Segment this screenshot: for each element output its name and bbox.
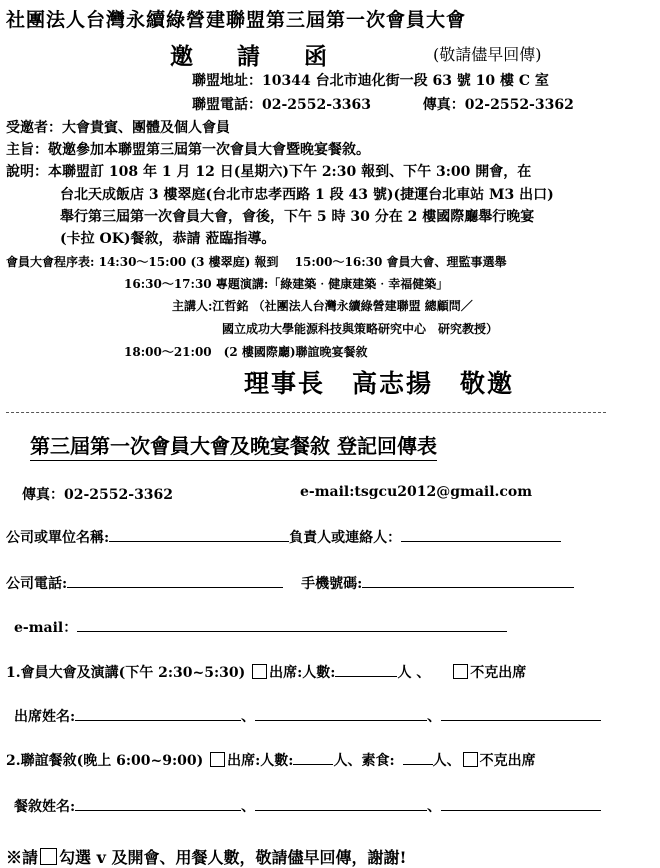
banquet-not-attend-checkbox[interactable]: [463, 752, 478, 767]
invitation-note: (敬請儘早回傳): [433, 45, 542, 64]
invitation-title: 邀請函: [170, 43, 371, 70]
registration-title: 第三屆第一次會員大會及晚宴餐敘 登記回傳表: [30, 430, 437, 461]
alliance-fax: 傳真：02-2552-3362: [422, 97, 574, 113]
signature: 理事長 高志揚 敬邀: [244, 369, 515, 398]
diner-names-row: [14, 796, 601, 816]
mobile-label: 手機號碼:: [301, 576, 363, 592]
company-label: 公司或單位名稱:: [6, 530, 110, 546]
attendee-name-field[interactable]: [255, 706, 427, 721]
veg-label: 人、素食:: [333, 753, 395, 769]
banquet-not-attend-label: 不克出席: [479, 753, 536, 769]
program-line: 16:30～17:30 專題演講:「綠建築‧健康建築‧幸福健築」: [124, 277, 449, 291]
email-row: [14, 617, 507, 637]
veg-count-field[interactable]: [403, 750, 433, 765]
company-phone-label: 公司電話:: [6, 576, 68, 592]
subject: 主旨：敬邀參加本聯盟第三屆第一次會員大會暨晚宴餐敘。: [6, 142, 370, 158]
contact-label: 負責人或連絡人：: [289, 530, 402, 546]
banquet-row: [6, 750, 536, 770]
banquet-attend-label: 出席:人數:: [227, 753, 294, 769]
diner-name-field[interactable]: [255, 796, 427, 811]
program-line: 會員大會程序表: 14:30～15:00 (3 樓翠庭) 報到 15:00～16:30 會員大會、理監事選舉: [6, 255, 507, 269]
invitees: 受邀者：大會貴賓、團體及個人會員: [6, 120, 230, 136]
phone-row: [6, 573, 574, 593]
email-label: e-mail：: [14, 620, 78, 636]
banquet-count-field[interactable]: [293, 750, 333, 765]
footer-note-prefix: ※請: [6, 848, 39, 867]
banquet-attend-checkbox[interactable]: [210, 752, 225, 767]
program-line: 國立成功大學能源科技與策略研究中心 研究教授）: [222, 322, 499, 336]
company-row: [6, 527, 561, 547]
company-phone-field[interactable]: [67, 573, 283, 588]
not-attend-checkbox[interactable]: [453, 664, 468, 679]
person-label: 人、: [432, 753, 461, 769]
separator: 、: [241, 799, 256, 815]
meeting-label: 1.會員大會及演講(下午 2:30~5:30): [6, 665, 246, 681]
separator: 、: [427, 709, 442, 725]
divider: [6, 412, 606, 413]
attendee-names-row: [14, 706, 601, 726]
attend-label: 出席:人數:: [269, 665, 336, 681]
diner-name-field[interactable]: [75, 796, 241, 811]
banquet-label: 2.聯誼餐敘(晚上 6:00~9:00): [6, 753, 204, 769]
sample-checkbox-icon: [40, 848, 57, 865]
attend-count-field[interactable]: [335, 662, 397, 677]
attendee-name-field[interactable]: [75, 706, 241, 721]
alliance-address: 聯盟地址：10344 台北市迪化街一段 63 號 10 樓 C 室: [192, 73, 549, 89]
footer-note-suffix: 勾選 v 及開會、用餐人數，敬請儘早回傳，謝謝!: [59, 848, 407, 867]
meeting-row: [6, 662, 526, 682]
not-attend-label: 不克出席: [470, 665, 527, 681]
explanation-line: 說明：本聯盟訂 108 年 1 月 12 日(星期六)下午 2:30 報到、下午 3:00 開會，在: [6, 164, 532, 180]
alliance-phone: 聯盟電話：02-2552-3363: [192, 97, 372, 113]
attend-checkbox[interactable]: [252, 664, 267, 679]
separator: 、: [427, 799, 442, 815]
program-line: 18:00～21:00 (2 樓國際廳)聯誼晚宴餐敘: [124, 345, 368, 359]
person-label: 人 、: [397, 665, 431, 681]
explanation-line: 台北天成飯店 3 樓翠庭(台北市忠孝西路 1 段 43 號)(捷運台北車站 M3 出口): [60, 187, 554, 203]
program-line: 主講人:江哲銘 （社團法人台灣永續綠營建聯盟 總顧問／: [172, 299, 473, 313]
company-field[interactable]: [109, 527, 289, 542]
explanation-line: (卡拉 OK)餐敘，恭請 蒞臨指導。: [60, 231, 276, 247]
explanation-line: 舉行第三屆第一次會員大會，會後，下午 5 時 30 分在 2 樓國際廳舉行晚宴: [60, 209, 535, 225]
form-email: e-mail:tsgcu2012@gmail.com: [300, 484, 533, 500]
mobile-field[interactable]: [362, 573, 574, 588]
contact-field[interactable]: [401, 527, 561, 542]
form-fax: 傳真：02-2552-3362: [22, 487, 174, 503]
attendee-name-field[interactable]: [441, 706, 601, 721]
email-field[interactable]: [77, 617, 507, 632]
separator: 、: [241, 709, 256, 725]
diner-names-label: 餐敘姓名:: [14, 799, 76, 815]
diner-name-field[interactable]: [441, 796, 601, 811]
org-title: 社團法人台灣永續綠營建聯盟第三屆第一次會員大會: [6, 9, 467, 31]
alliance-contact: [192, 94, 574, 114]
footer-note: [6, 845, 406, 868]
attendee-names-label: 出席姓名:: [14, 709, 76, 725]
